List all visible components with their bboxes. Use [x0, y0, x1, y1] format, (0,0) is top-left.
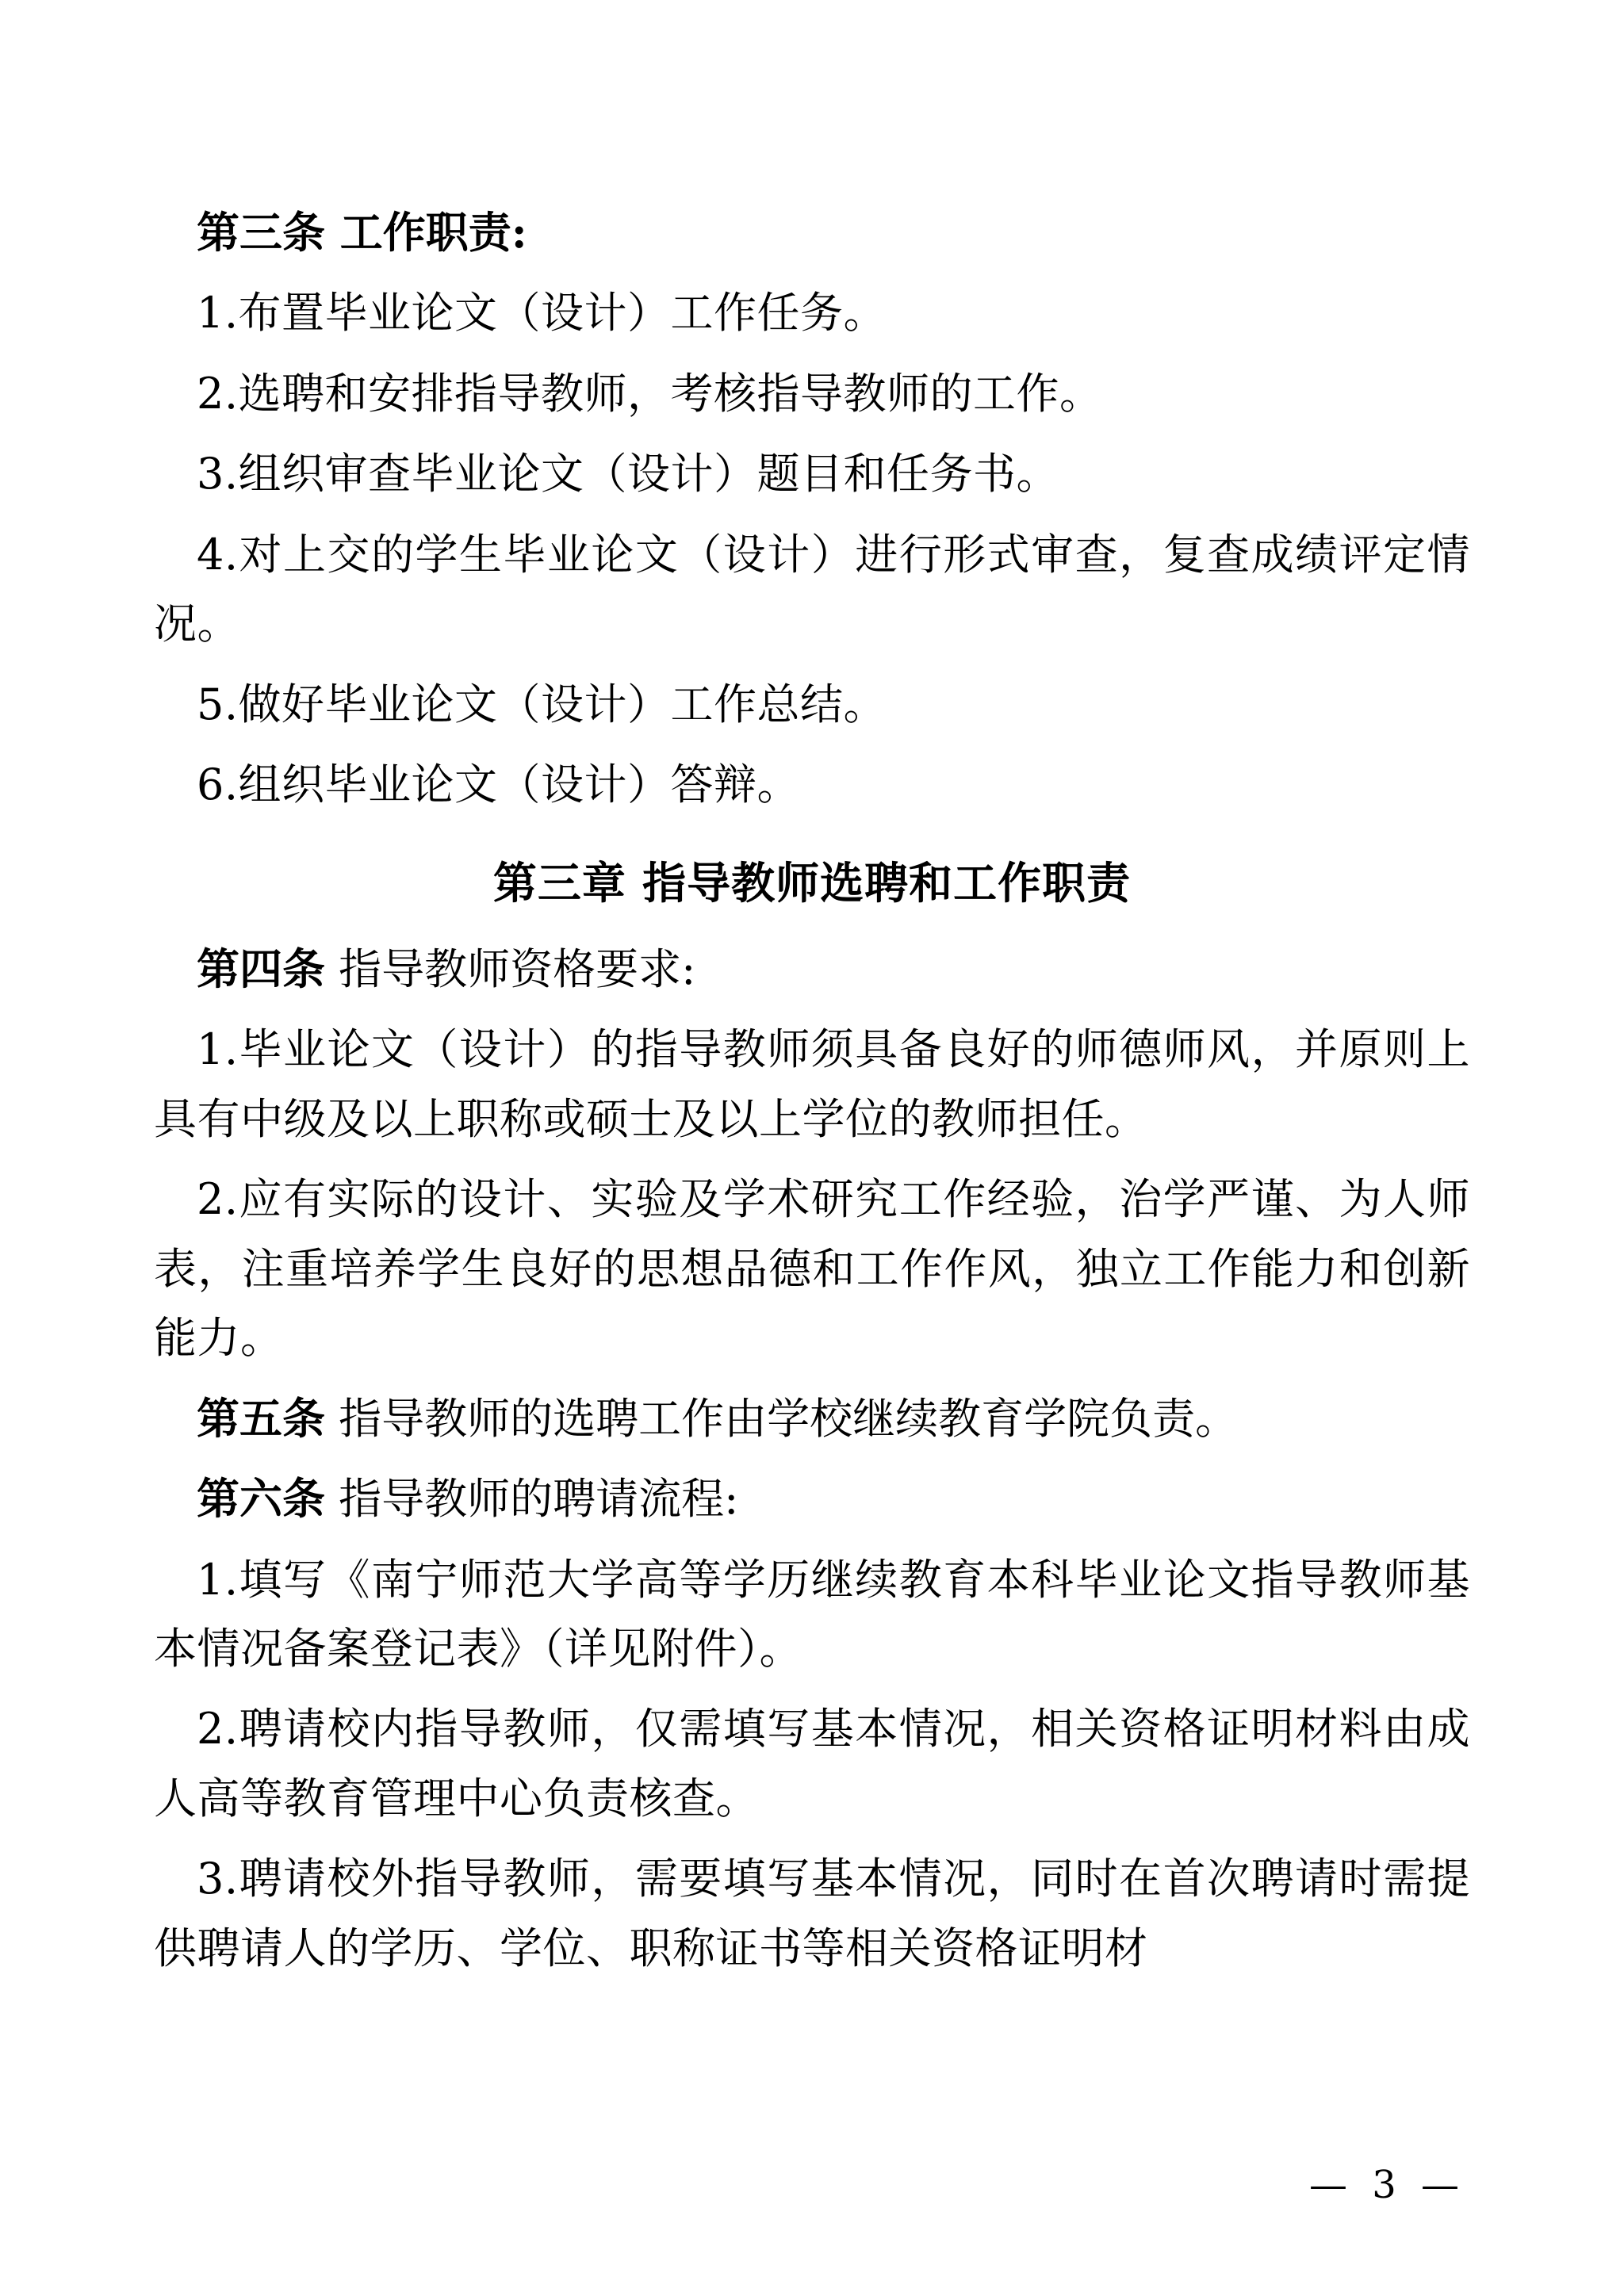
list-item: 1.毕业论文（设计）的指导教师须具备良好的师德师风，并原则上具有中级及以上职称或硕士及以上学位的教师担任。	[154, 1024, 1470, 1144]
list-item: 1.填写《南宁师范大学高等学历继续教育本科毕业论文指导教师基本情况备案登记表》（详见附件）。	[154, 1554, 1470, 1674]
list-item: 2.聘请校内指导教师，仅需填写基本情况，相关资格证明材料由成人高等教育管理中心负责核查。	[154, 1704, 1470, 1823]
page-number: — 3 —	[1308, 2163, 1465, 2207]
article-heading-text: 指导教师的聘请流程:	[325, 1474, 739, 1525]
article-number: 第五条	[197, 1392, 325, 1444]
list-item: 2.选聘和安排指导教师，考核指导教师的工作。	[197, 368, 1103, 419]
section-label-duties: 第三条 工作职责:	[197, 207, 527, 258]
article-heading-text: 指导教师的选聘工作由学校继续教育学院负责。	[325, 1393, 1239, 1444]
list-item: 1.布置毕业论文（设计）工作任务。	[197, 288, 887, 339]
article-heading	[154, 935, 1470, 1004]
document-body	[154, 198, 1470, 1983]
article-number: 第六条	[197, 1473, 325, 1525]
list-item: 6.组织毕业论文（设计）答辩。	[197, 760, 801, 810]
list-item: 3.组织审查毕业论文（设计）题目和任务书。	[197, 449, 1060, 499]
article-number: 第四条	[197, 943, 325, 994]
list-item: 4.对上交的学生毕业论文（设计）进行形式审查，复查成绩评定情况。	[154, 529, 1470, 649]
list-item: 2.应有实际的设计、实验及学术研究工作经验，治学严谨、为人师表，注重培养学生良好的思想品德和工作作风，独立工作能力和创新能力。	[154, 1174, 1470, 1364]
article-heading-text: 指导教师资格要求:	[325, 943, 696, 994]
article-heading	[154, 1384, 1470, 1453]
list-item: 3.聘请校外指导教师，需要填写基本情况，同时在首次聘请时需提供聘请人的学历、学位、职称证书等相关资格证明材	[154, 1854, 1470, 1973]
list-item: 5.做好毕业论文（设计）工作总结。	[197, 679, 887, 729]
chapter-title: 第三章 指导教师选聘和工作职责	[492, 857, 1132, 909]
article-heading	[154, 1464, 1470, 1533]
